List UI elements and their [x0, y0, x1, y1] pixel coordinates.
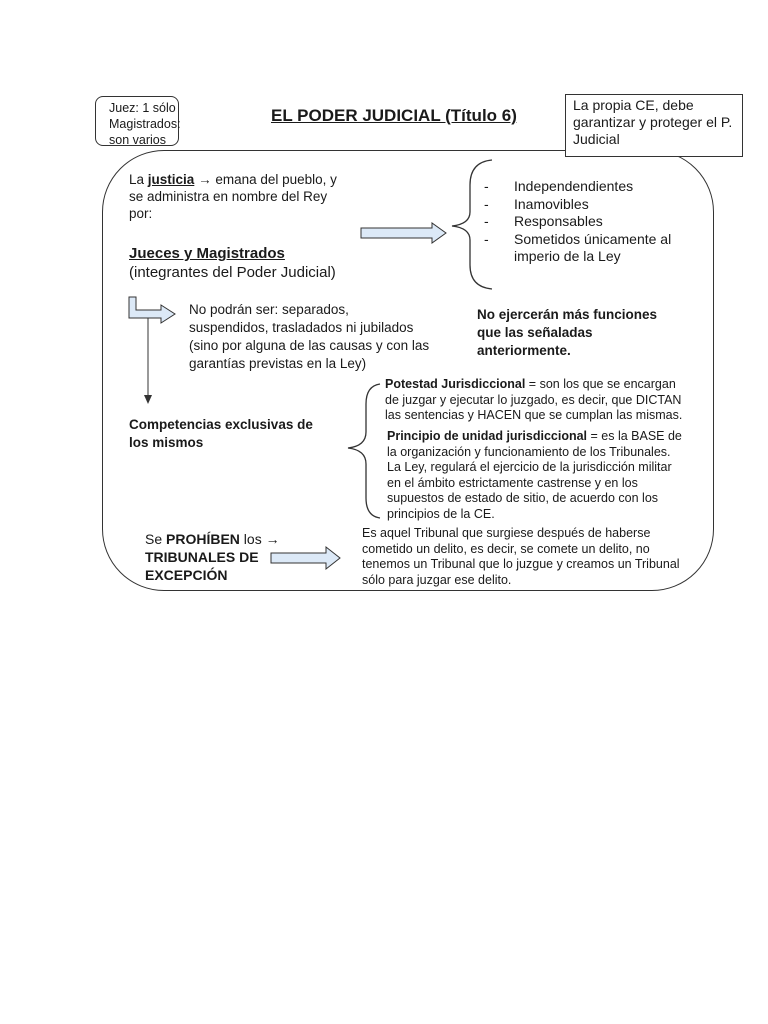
- text-line: en el ámbito estrictamente castrense y en los: [387, 475, 638, 490]
- text-line: los mismos: [129, 435, 204, 450]
- note-line: garantizar y proteger el P.: [573, 114, 733, 130]
- note-line: Judicial: [573, 131, 620, 147]
- text-line: No podrán ser: separados,: [189, 302, 349, 317]
- text-fragment: = son los que se encargan: [525, 377, 676, 391]
- list-text: Inamovibles: [514, 195, 589, 212]
- text-line: de juzgar y ejecutar lo juzgado, es decir, que DICTAN: [385, 392, 682, 407]
- text-line: se administra en nombre del Rey: [129, 189, 328, 204]
- text-line: tenemos un Tribunal que lo juzgue y creamos un Tribunal: [362, 557, 680, 571]
- text-line: principios de la CE.: [387, 506, 495, 521]
- prohiben-term: PROHÍBEN: [166, 531, 240, 547]
- text-line: las sentencias y HACEN que se cumplan las mismas.: [385, 408, 683, 422]
- note-line: Juez: 1 sólo: [109, 101, 176, 115]
- tribunal-excepcion-definition: [362, 526, 680, 588]
- note-line: Magistrados:: [109, 117, 181, 131]
- text-line: (sino por alguna de las causas y con las: [189, 338, 430, 353]
- text-line: que las señaladas: [477, 325, 593, 340]
- note-line: La propia CE, debe: [573, 97, 694, 113]
- potestad-jurisdiccional-definition: [385, 377, 682, 424]
- text-line: garantías previstas en la Ley): [189, 356, 367, 371]
- list-item: [484, 231, 671, 249]
- jueces-magistrados-note: [95, 96, 179, 146]
- no-podran-text: [189, 301, 429, 373]
- text-line: EXCEPCIÓN: [145, 567, 228, 583]
- text-line: anteriormente.: [477, 343, 571, 358]
- jueces-subtitle: (integrantes del Poder Judicial): [129, 264, 336, 281]
- list-dash: -: [484, 230, 489, 247]
- text-line: sólo para juzgar ese delito.: [362, 572, 512, 587]
- text-line: cometido un delito, es decir, se comete un delito, no: [362, 541, 650, 556]
- text-fragment: Se: [145, 531, 167, 547]
- principio-term: Principio de unidad jurisdiccional: [387, 429, 588, 443]
- list-text: Independendientes: [514, 178, 634, 194]
- list-dash: [484, 248, 514, 266]
- text-line: Es aquel Tribunal que surgiese después de haberse: [362, 526, 651, 540]
- potestad-term: Potestad Jurisdiccional: [385, 377, 526, 391]
- page-title: EL PODER JUDICIAL (Título 6): [271, 106, 517, 125]
- list-text: Sometidos únicamente al: [514, 230, 672, 247]
- list-item: [484, 178, 671, 196]
- list-item: [484, 196, 671, 214]
- text-line: supuestos de estado de sitio, de acuerdo con los: [387, 491, 659, 505]
- text-line: la organización y funcionamiento de los Tribunales.: [387, 444, 671, 459]
- ce-guarantee-note: [565, 94, 743, 157]
- justicia-term: justicia: [147, 172, 195, 187]
- list-dash: -: [484, 195, 489, 212]
- text-fragment: La: [129, 172, 148, 187]
- characteristics-list: [484, 178, 671, 266]
- text-line: No ejercerán más funciones: [477, 307, 658, 322]
- no-ejerceran-text: [477, 306, 657, 360]
- jueces-heading: Jueces y Magistrados: [129, 245, 285, 262]
- list-text: imperio de la Ley: [514, 248, 621, 264]
- list-dash: -: [484, 213, 489, 229]
- principio-unidad-definition: [387, 429, 682, 522]
- jueces-block: [129, 244, 336, 282]
- text-fragment: → emana del pueblo, y: [194, 172, 337, 187]
- justicia-definition: [129, 171, 337, 222]
- list-item: [484, 248, 671, 266]
- text-line: La Ley, regulará el ejercicio de la jurisdicción militar: [387, 460, 672, 474]
- list-text: Responsables: [514, 213, 603, 229]
- text-line: por:: [129, 206, 153, 221]
- text-line: suspendidos, trasladados ni jubilados: [189, 320, 414, 335]
- competencias-text: [129, 416, 313, 452]
- text-fragment: = es la BASE de: [587, 429, 682, 443]
- text-line: Competencias exclusivas de: [129, 417, 313, 432]
- list-item: [484, 213, 671, 231]
- note-line: son varios: [109, 133, 166, 147]
- list-dash: -: [484, 178, 489, 194]
- prohiben-tribunales-text: [145, 530, 280, 584]
- text-line: TRIBUNALES DE: [145, 549, 259, 565]
- text-fragment: los →: [239, 531, 280, 547]
